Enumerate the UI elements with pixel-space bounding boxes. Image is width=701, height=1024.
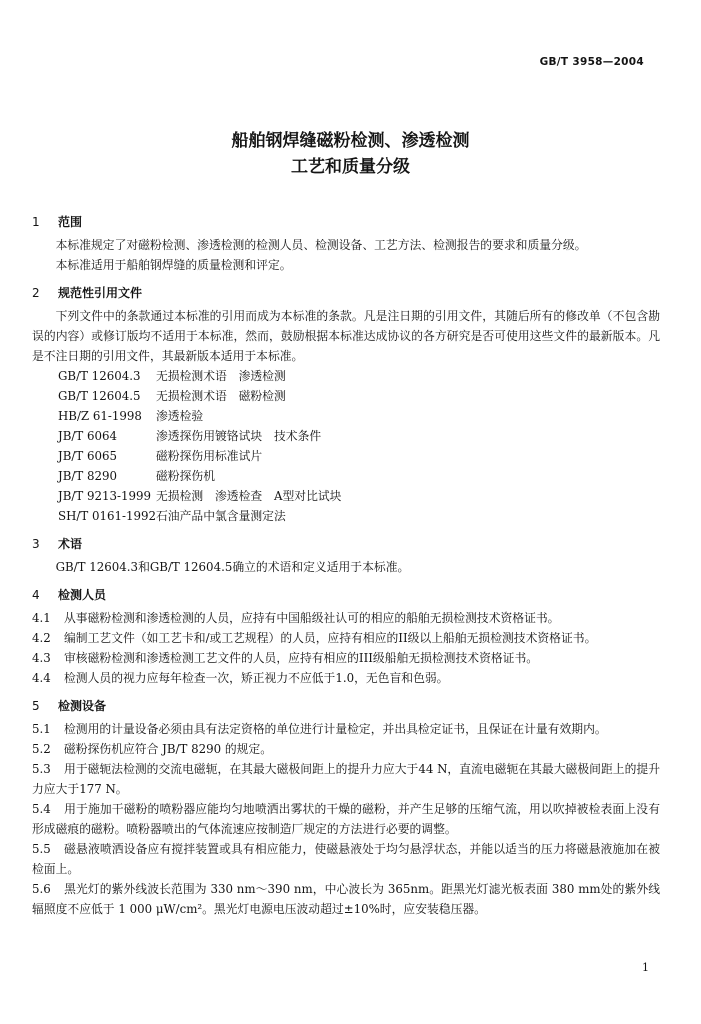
clause-5-6 xyxy=(32,879,660,919)
clause-5-1 xyxy=(32,719,660,739)
section-5-heading xyxy=(32,696,660,716)
reference-item xyxy=(32,386,660,406)
reference-title: 无损检测术语 渗透检测 xyxy=(156,369,286,383)
reference-code: SH/T 0161-1992 xyxy=(58,509,156,523)
clause-number: 4.3 xyxy=(32,651,51,665)
clause-number: 5.1 xyxy=(32,722,51,736)
clause-number: 4.1 xyxy=(32,611,51,625)
section-2-heading xyxy=(32,283,660,303)
title-line-1: 船舶钢焊缝磁粉检测、渗透检测 xyxy=(231,131,470,151)
clause-4-1 xyxy=(32,608,660,628)
clause-text: 磁粉探伤机应符合 JB/T 8290 的规定。 xyxy=(64,742,273,756)
reference-code: GB/T 12604.5 xyxy=(58,389,141,403)
clause-number: 5.5 xyxy=(32,842,51,856)
section-number: 5 xyxy=(32,699,40,713)
clause-text: 从事磁粉检测和渗透检测的人员，应持有中国船级社认可的相应的船舶无损检测技术资格证书。 xyxy=(64,611,560,625)
section-title: 术语 xyxy=(58,537,83,551)
section-title: 检测设备 xyxy=(58,699,107,713)
reference-code: JB/T 6064 xyxy=(58,429,118,443)
standard-code: GB/T 3958—2004 xyxy=(539,56,644,68)
clause-number: 5.6 xyxy=(32,882,51,896)
clause-text: 黑光灯的紫外线波长范围为 330 nm～390 nm，中心波长为 365nm。距黑光灯滤光板表面 380 mm处的紫外线辐照度不应低于 1 000 μW/cm²。黑光灯电源电压波动超过±10%时，应安装稳压器。 xyxy=(32,882,660,916)
clause-number: 4.2 xyxy=(32,631,51,645)
clause-5-3 xyxy=(32,759,660,799)
clause-text: 编制工艺文件（如工艺卡和/或工艺规程）的人员，应持有相应的II级以上船舶无损检测技术资格证书。 xyxy=(64,631,597,645)
section-title: 规范性引用文件 xyxy=(58,286,143,300)
clause-number: 5.3 xyxy=(32,762,51,776)
clause-5-5 xyxy=(32,839,660,879)
reference-title: 磁粉探伤机 xyxy=(156,469,215,483)
reference-title: 无损检测 渗透检查 A型对比试块 xyxy=(156,489,342,503)
section-1-paragraph-1: 本标准规定了对磁粉检测、渗透检测的检测人员、检测设备、工艺方法、检测报告的要求和质量分级。 xyxy=(55,238,587,252)
section-title: 范围 xyxy=(58,215,83,229)
section-number: 2 xyxy=(32,286,40,300)
clause-text: 用于施加干磁粉的喷粉器应能均匀地喷洒出雾状的干燥的磁粉，并产生足够的压缩气流，用以吹掉被检表面上没有形成磁痕的磁粉。喷粉器喷出的气体流速应按制造厂规定的方法进行必要的调整。 xyxy=(32,802,660,836)
section-number: 3 xyxy=(32,537,40,551)
title-line-2: 工艺和质量分级 xyxy=(291,157,410,177)
reference-title: 渗透探伤用镀铬试块 技术条件 xyxy=(156,429,322,443)
document-body xyxy=(32,212,660,919)
clause-text: 审核磁粉检测和渗透检测工艺文件的人员，应持有相应的III级船舶无损检测技术资格证书。 xyxy=(64,651,539,665)
clause-5-2 xyxy=(32,739,660,759)
reference-item xyxy=(32,446,660,466)
reference-item xyxy=(32,426,660,446)
reference-title: 石油产品中氯含量测定法 xyxy=(156,509,286,523)
reference-title: 渗透检验 xyxy=(156,409,204,423)
clause-text: 检测人员的视力应每年检查一次，矫正视力不应低于1.0，无色盲和色弱。 xyxy=(64,671,449,685)
reference-item xyxy=(32,486,660,506)
document-title xyxy=(0,128,701,180)
section-title: 检测人员 xyxy=(58,588,107,602)
reference-code: JB/T 6065 xyxy=(58,449,118,463)
clause-text: 用于磁轭法检测的交流电磁轭，在其最大磁极间距上的提升力应大于44 N，直流电磁轭在其最大磁极间距上的提升力应大于177 N。 xyxy=(32,762,660,796)
section-3-heading xyxy=(32,534,660,554)
section-number: 4 xyxy=(32,588,40,602)
reference-code: JB/T 9213-1999 xyxy=(58,489,152,503)
clause-text: 检测用的计量设备必须由具有法定资格的单位进行计量检定，并出具检定证书，且保证在计量有效期内。 xyxy=(64,722,607,736)
reference-item xyxy=(32,506,660,526)
clause-5-4 xyxy=(32,799,660,839)
reference-list xyxy=(32,366,660,526)
reference-item xyxy=(32,406,660,426)
clause-4-2 xyxy=(32,628,660,648)
section-3-paragraph-1: GB/T 12604.3和GB/T 12604.5确立的术语和定义适用于本标准。 xyxy=(55,560,410,574)
section-2-paragraph-1: 下列文件中的条款通过本标准的引用而成为本标准的条款。凡是注日期的引用文件，其随后所有的修改单（不包含勘误的内容）或修订版均不适用于本标准，然而，鼓励根据本标准达成协议的各方研究是否可使用这些文件的最新版本。凡是不注日期的引用文件，其最新版本适用于本标准。 xyxy=(32,309,660,363)
section-4-heading xyxy=(32,585,660,605)
reference-item xyxy=(32,366,660,386)
clause-4-4 xyxy=(32,668,660,688)
clause-text: 磁悬液喷洒设备应有搅拌装置或具有相应能力，使磁悬液处于均匀悬浮状态，并能以适当的压力将磁悬液施加在被检面上。 xyxy=(32,842,660,876)
section-1-heading xyxy=(32,212,660,232)
clause-number: 4.4 xyxy=(32,671,51,685)
reference-title: 磁粉探伤用标准试片 xyxy=(156,449,263,463)
clause-number: 5.4 xyxy=(32,802,51,816)
clause-number: 5.2 xyxy=(32,742,51,756)
reference-item xyxy=(32,466,660,486)
section-1-paragraph-2: 本标准适用于船舶钢焊缝的质量检测和评定。 xyxy=(55,258,292,272)
page-number: 1 xyxy=(642,961,649,974)
section-number: 1 xyxy=(32,215,40,229)
reference-code: HB/Z 61-1998 xyxy=(58,409,142,423)
reference-title: 无损检测术语 磁粉检测 xyxy=(156,389,286,403)
reference-code: GB/T 12604.3 xyxy=(58,369,141,383)
clause-4-3 xyxy=(32,648,660,668)
reference-code: JB/T 8290 xyxy=(58,469,118,483)
